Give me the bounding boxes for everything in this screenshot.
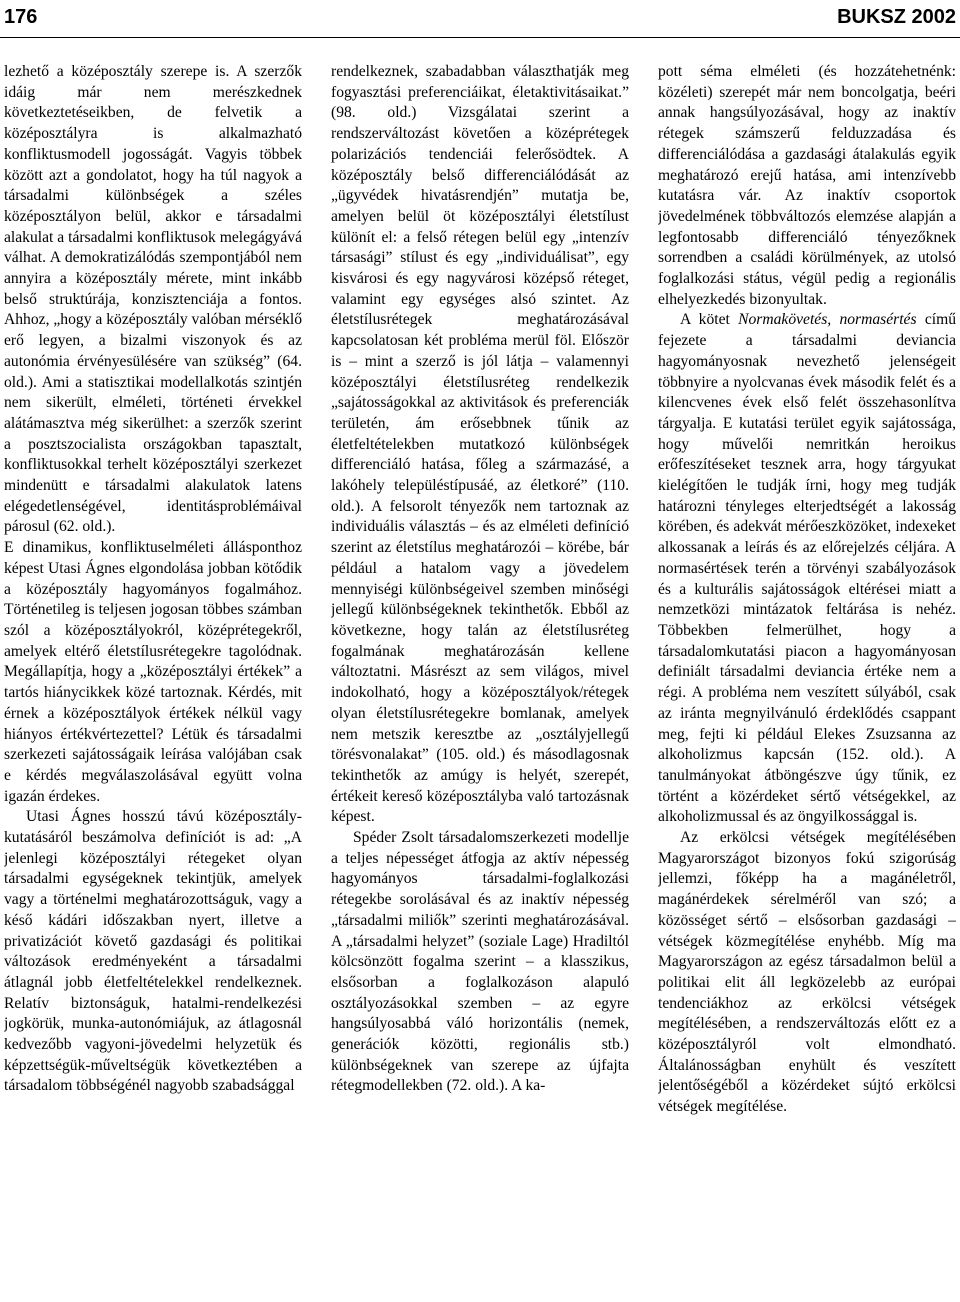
paragraph: Utasi Ágnes hosszú távú középosztály-kutatásáról beszámolva definíciót is ad: „A jelenlegi középosztályi rétegeket olyan társadalmi egységeknek tekintjük, amelyek vagy a történelmi meghatározottságuk, vagy a késő kádári időszakban nyert, illetve a privatizációt követő gazdasági és politikai változások eredményeként a társadalmi átlagnál jobb életfeltételekkel rendelkeznek. Relatív biztonságuk, hatalmi-rendelkezési jogkörük, munka-autonómiájuk, az átlagosnál kedvezőbb vagyoni-jövedelmi helyzetük és képzettségük-műveltségük következtében a társadalom többségénél nagyobb szabadsággal (4, 808, 302, 1095)
paragraph: rendelkeznek, szabadabban választhatják meg fogyasztási preferenciáikat, életaktivitásaikat.” (98. old.) Vizsgálatai szerint a rendszerváltozást követően a középrétegek polarizációs tendenciái felerősödtek. A középosztály belső differenciálódását az „ügyvédek hivatásrendjén” mutatja be, amelyen belül öt középosztályi életstílust különít el: a felső rétegen belül egy „intenzív társasági” stílust és egy „individuálisat”, egy kisvárosi és egy nagyvárosi középső réteget, valamint egy egységes alsó szintet. Az életstílusrétegek meghatározásával kapcsolatosan két probléma merül föl. Először is – mint a szerző is jól látja – valamennyi középosztályi életstílusréteg rendelkezik „sajátosságokkal az aktivitások és preferenciák területén, ám erősebbnek tűnik az életfeltételekben mutatkozó különbségek differenciáló hatása, főleg a származásé, a lakóhely településtípusáé, az életkoré” (110. old.). A felsorolt tényezők nem tartoznak az individuális választás – és az elméleti definíció szerint az életstílus meghatározói – körébe, bár például a hatalom vagy a jövedelem mennyiségi különbségeivel szemben minőségi jellegű különbségeknek tekinthetők. Ebből az következne, hogy talán az életstílusréteg fogalmának meghatározásán kellene változtatni. Másrészt az sem világos, mivel indokolható, hogy a középosztályok/rétegek olyan életstílusrétegekre bomlanak, amelyek nem metszik keresztbe az „osztályjellegű törésvonalakat” (105. old.) és másodlagosnak tekinthetők az amúgy is helyét, szerepét, értékeit kereső középosztályba való tartozásnak képest. (331, 63, 629, 826)
paragraph: Spéder Zsolt társadalomszerkezeti modellje a teljes népességet átfogja az aktív népesség hagyományos társadalmi-foglalkozási rétegekbe sorolásával és az inaktív népesség „társadalmi miliők” szerinti meghatározásával. A „társadalmi helyzet” (soziale Lage) Hradiltól kölcsönzött fogalma szerint – a klasszikus, elsősorban a foglalkozáson alapuló osztályozásokkal szemben – az egyre hangsúlyosabbá váló horizontális (nemek, generációk közötti, regionális stb.) különbségeknek van szerepe az újfajta rétegmodellekben (72. old.). A ka- (331, 829, 629, 1095)
paragraph: Az erkölcsi vétségek megítélésében Magyarországot bizonyos fokú szigorúság jellemzi, főképp ha a magánéletről, magánérdekek sérelméről van szó; a közösséget sértő – elsősorban gazdasági – vétségek közmegítélése enyhébb. Míg ma Magyarországon az egész társadalmon belül a politikai elit áll legközelebb az európai tendenciákhoz az erkölcsi vétségek megítélésében, a rendszerváltozás előtt ez a középosztályról volt elmondható. Általánosságban enyhült és veszített jelentőségéből a közérdeket sújtó erkölcsi vétségek megítélése. (658, 829, 956, 1116)
column-3 (658, 62, 956, 1302)
paragraph: lezhető a középosztály szerepe is. A szerzők idáig már nem merészkednek következtetéseikben, de felvetik a középosztályra is alkalmazható konfliktusmodell jogosságát. Vagyis többek között azt a gondolatot, hogy ha túl nagyok a társadalmi különbségek a széles középosztályon belül, akkor e társadalmi alakulat a társadalmi konfliktusok melegágyává válhat. A demokratizálódás szempontjából nem annyira a középosztály mérete, mint inkább belső struktúrája, konzisztenciája a fontos. Ahhoz, „hogy a középosztály valóban mérséklő erő legyen, a bizalmi viszonyok és az autonómia érvényesülésére van szükség” (64. old.). Ami a statisztikai modellalkotás szintjén nem sikerült, elméleti, történeti érvekkel alátámasztva még sikerülhet: a szerzők szerint a posztszocialista országokban tapasztalt, konfliktusokkal terhelt középosztályi szerkezet mindenütt e társadalmi alakulatok latens elégedetlenségével, identitásproblémáival párosul (62. old.). (4, 63, 302, 536)
column-2 (331, 62, 629, 1302)
paragraph-body: című fejezete a társadalmi deviancia hagyományosnak nevezhető jelenségeit többnyire a nyolcvanas évek második felét és a kilencvenes évek első felét összehasonlítva tárgyalja. E kutatási terület egyik sajátossága, hogy művelői nemritkán heroikus erőfeszítéseket tesznek arra, hogy tárgyukat kielégítően le tudják írni, hogy meg tudják határozni tényleges elterjedtségét a lakosság körében, és adekvát mérőeszközöket, indexeket alkossanak a leírás és az előrejelzés céljára. A normasértések terén a törvényi szabályozások és a kulturális sajátosságok eltérései miatt a nemzetközi mintázatok feltárása is nehéz. Többekben felmerülhet, hogy a társadalomkutatási piacon a hagyományosan definiált társadalmi deviancia értéke nem a régi. A probléma nem veszített súlyából, csak az iránta megnyilvánuló érdeklődés csappant meg, fejti ki például Elekes Zsuzsanna az alkoholizmus kapcsán (152. old.). A tanulmányokat átböngészve úgy tűnik, ez történt a közérdeket sértő vétségekkel, az alkoholizmussal és az öngyilkossággal is. (658, 311, 956, 826)
text-columns (4, 62, 956, 1302)
paragraph: E dinamikus, konfliktuselméleti állásponthoz képest Utasi Ágnes elgondolása jobban kötődik a középosztály hagyományos fogalmához. Történetileg is teljesen jogosan többes számban szól a középosztályokról, középrétegekről, amelyek eltérő életstílusrétegekre tagolódnak. Megállapítja, hogy a „középosztályi értékek” a tartós hiánycikkek közé tartoznak. Kérdés, mit érnek a középosztályok értékek nélkül vagy hiányos értékvértezettel? Létük és társadalmi szerkezeti sajátosságaik leírása valójában csak e kérdés megválaszolásával együtt volna igazán érdekes. (4, 539, 302, 805)
chapter-title: Normakövetés, normasértés (738, 311, 917, 329)
paragraph-lead: A kötet (680, 311, 739, 329)
running-header (4, 0, 956, 34)
column-1 (4, 62, 302, 1302)
paragraph (658, 310, 956, 828)
journal-title: BUKSZ 2002 (837, 5, 956, 28)
page-number: 176 (4, 5, 38, 28)
paragraph: pott séma elméleti (és hozzátehetnénk: közéleti) szerepét már nem boncolgatja, beéri annak hangsúlyozásával, hogy az inaktív rétegek számszerű felduzzadása és differenciálódása a gazdasági átalakulás egyik meghatározó erejű hatása, ami intenzívebb kutatásra vár. Az inaktív csoportok jövedelmének többváltozós elemzése alapján a legfontosabb differenciáló tényezőknek sorrendben a családi körülmények, az utolsó foglalkozási státus, végül pedig a regionális elhelyezkedés bizonyultak. (658, 63, 956, 308)
header-rule (0, 37, 960, 38)
